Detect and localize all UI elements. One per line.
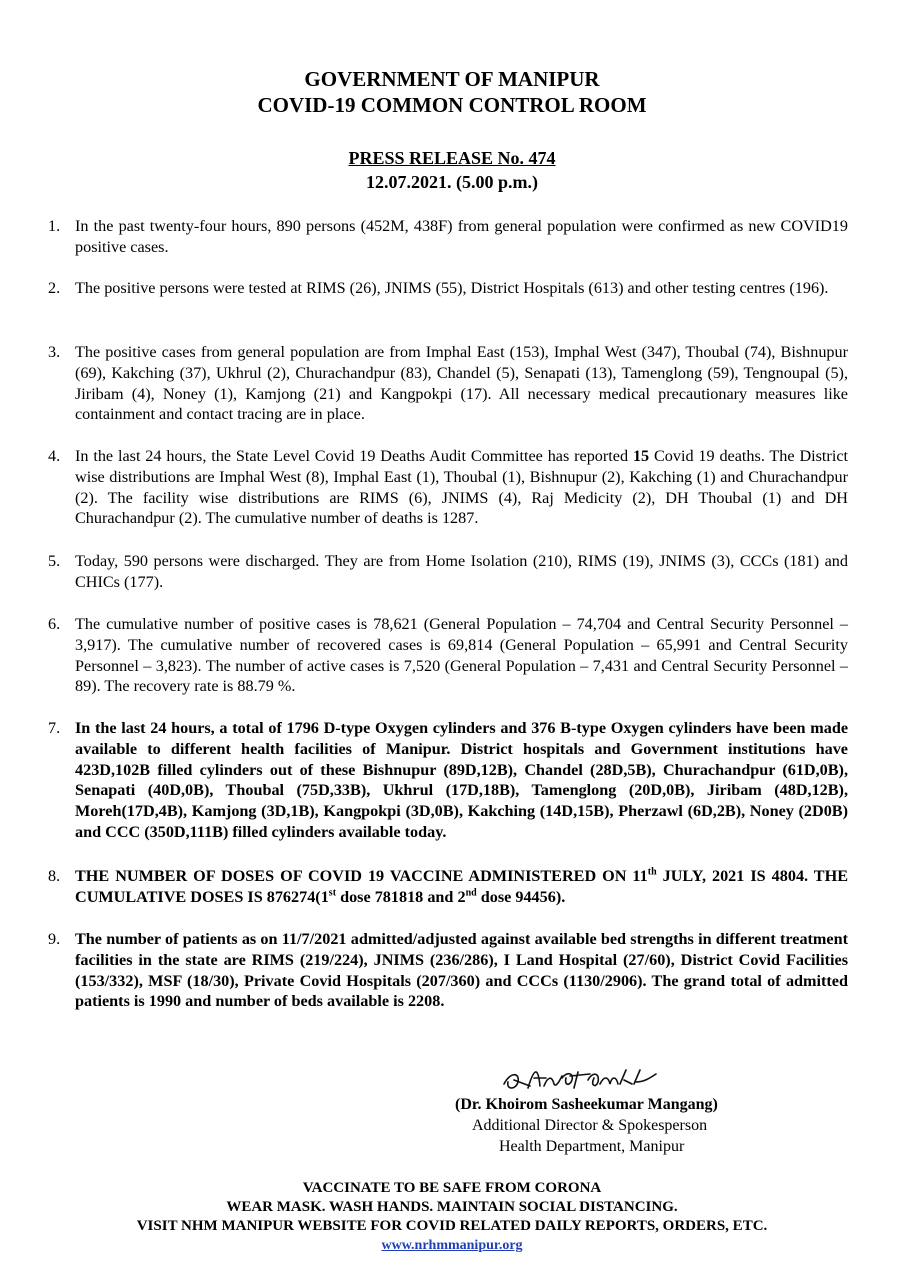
item-text: The cumulative number of positive cases is 78,621 (General Population – 74,704 and Central Security Personnel – 3,917). The cumulative number of recovered cases is 69,814 (General Population – 65,991 and Central Security Personnel – 3,823). The number of active cases is 7,520 (General Population – 7,431 and Central Security Personnel – 89). The recovery rate is 88.79 %. <box>75 615 848 696</box>
item-number: 9. <box>48 930 61 948</box>
signatory-department: Health Department, Manipur <box>499 1138 685 1155</box>
item-text-part: THE NUMBER OF DOSES OF COVID 19 VACCINE ADMINISTERED ON 11 <box>75 867 648 885</box>
list-item <box>48 929 848 1012</box>
item-text-part: In the last 24 hours, the State Level Covid 19 Deaths Audit Committee has reported <box>75 447 633 465</box>
item-text <box>75 446 848 529</box>
item-text: The positive cases from general population are from Imphal East (153), Imphal West (347), Thoubal (74), Bishnupur (69), Kakching (37), Ukhrul (2), Churachandpur (83), Chandel (5), Senapati (13), Tamenglong (59), Tengnoupal (5), Jiribam (4), Noney (1), Kamjong (21) and Kangpokpi (17). All necessary medical precautionary measures like containment and contact tracing are in place. <box>75 343 848 424</box>
list-item <box>48 551 848 593</box>
item-text: In the past twenty-four hours, 890 persons (452M, 438F) from general population were confirmed as new COVID19 positive cases. <box>75 217 848 256</box>
list-item <box>48 216 848 258</box>
item-number: 2. <box>48 279 61 297</box>
superscript: th <box>647 866 657 878</box>
control-room-title: COVID-19 COMMON CONTROL ROOM <box>257 93 647 117</box>
item-number: 7. <box>48 719 61 737</box>
release-date-time: 12.07.2021. (5.00 p.m.) <box>366 172 538 192</box>
item-number: 5. <box>48 552 61 570</box>
list-item <box>48 342 848 425</box>
item-text-part: dose 94456). <box>476 887 566 906</box>
signatory-designation: Additional Director & Spokesperson <box>472 1117 708 1134</box>
item-text-part: JULY, 2021 IS 4804. THE CUMULATIVE DOSES IS 876274(1 <box>75 867 848 906</box>
list-item <box>48 614 848 697</box>
website-link[interactable]: www.nrhmmanipur.org <box>381 1238 523 1253</box>
item-text-part: Covid 19 deaths. The District wise distributions are Imphal West (8), Imphal East (1), Thoubal (1), Bishnupur (2), Kakching (1) and Churachandpur (2). The facility wise distributions are RIMS (6), JNIMS (4), Raj Medicity (2), DH Thoubal (1) and DH Churachandpur (2). The cumulative number of deaths is 1287. <box>75 447 849 528</box>
list-item <box>48 446 848 529</box>
list-item <box>48 718 848 843</box>
item-text <box>75 866 848 908</box>
press-release-number: PRESS RELEASE No. 474 <box>348 148 556 168</box>
superscript: st <box>328 887 337 899</box>
item-text: The positive persons were tested at RIMS (26), JNIMS (55), District Hospitals (613) and other testing centres (196). <box>75 279 829 297</box>
handwritten-signature <box>500 1060 690 1096</box>
item-text: In the last 24 hours, a total of 1796 D-type Oxygen cylinders and 376 B-type Oxygen cylinders have been made available to different health facilities of Manipur. District hospitals and Government institutions have 423D,102B filled cylinders out of these Bishnupur (89D,12B), Chandel (28D,5B), Churachandpur (61D,0B), Senapati (40D,0B), Thoubal (75D,33B), Ukhrul (17D,18B), Tamenglong (20D,0B), Jiribam (48D,12B), Moreh(17D,4B), Kamjong (3D,1B), Kangpokpi (3D,0B), Kakching (14D,15B), Pherzawl (6D,2B), Noney (2D0B) and CCC (350D,111B) filled cylinders available today. <box>75 719 848 841</box>
superscript: nd <box>465 887 477 899</box>
item-text: The number of patients as on 11/7/2021 admitted/adjusted against available bed strengths in different treatment facilities in the state are RIMS (219/224), JNIMS (236/286), I Land Hospital (27/60), District Covid Facilities (153/332), MSF (18/30), Private Covid Hospitals (207/360) and CCCs (1130/2906). The grand total of admitted patients is 1990 and number of beds available is 2208. <box>75 930 848 1011</box>
item-number: 4. <box>48 447 61 465</box>
list-item <box>48 866 848 908</box>
item-text: Today, 590 persons were discharged. They are from Home Isolation (210), RIMS (19), JNIMS (3), CCCs (181) and CHICs (177). <box>75 552 848 591</box>
deaths-count: 15 <box>632 447 650 465</box>
item-number: 1. <box>48 217 61 235</box>
item-number: 6. <box>48 615 61 633</box>
government-title: GOVERNMENT OF MANIPUR <box>304 67 600 91</box>
item-number: 8. <box>48 867 61 885</box>
signatory-name: (Dr. Khoirom Sasheekumar Mangang) <box>455 1096 718 1113</box>
list-item <box>48 278 848 299</box>
footer-slogan: VACCINATE TO BE SAFE FROM CORONA <box>302 1180 602 1196</box>
item-number: 3. <box>48 343 61 361</box>
footer-website-note: VISIT NHM MANIPUR WEBSITE FOR COVID RELATED DAILY REPORTS, ORDERS, ETC. <box>136 1218 768 1234</box>
footer-guidelines: WEAR MASK. WASH HANDS. MAINTAIN SOCIAL DISTANCING. <box>226 1199 678 1215</box>
item-text-part: dose 781818 and 2 <box>336 887 466 906</box>
